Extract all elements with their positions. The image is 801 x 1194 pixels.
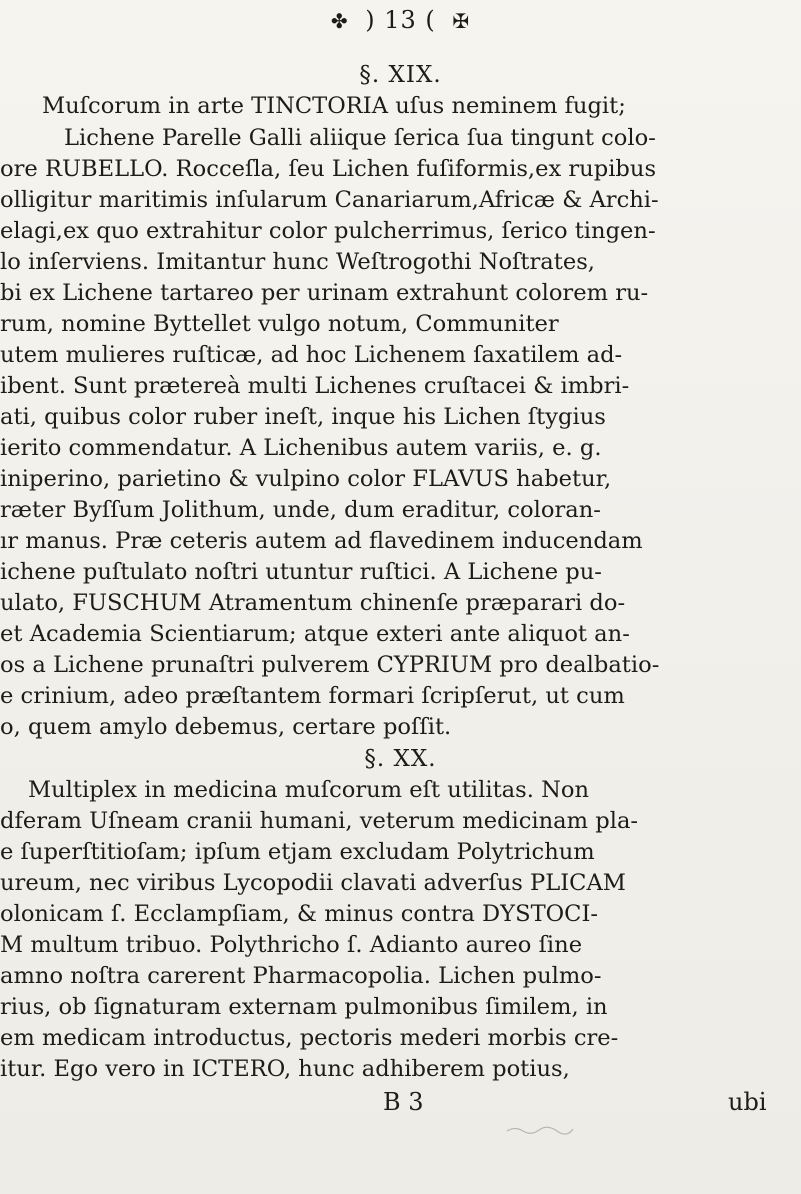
text-line: ichene puſtulato noſtri utuntur ruſtici. A Lichene pu- xyxy=(0,559,602,585)
text-line: elagi,ex quo extrahitur color pulcherrimus, ſerico tingen- xyxy=(0,218,656,244)
text-line: iniperino, parietino & vulpino color FLAVUS habetur, xyxy=(0,466,612,492)
catchword: ubi xyxy=(728,1088,767,1116)
text-line: bi ex Lichene tartareo per urinam extrahunt colorem ru- xyxy=(0,280,649,306)
text-line: Lichene Parelle Galli aliique ſerica ſua tingunt colo- xyxy=(64,125,656,151)
text-line: M multum tribuo. Polythricho ſ. Adianto aureo ſine xyxy=(0,932,583,958)
text-line: Muſcorum in arte TINCTORIA uſus neminem fugit; xyxy=(42,93,626,119)
text-line: ierito commendatur. A Lichenibus autem variis, e. g. xyxy=(0,435,602,461)
text-line: ati, quibus color ruber ineſt, inque his Lichen ſtygius xyxy=(0,404,606,430)
text-line: olonicam ſ. Ecclampſiam, & minus contra DYSTOCI- xyxy=(0,901,599,927)
signature-mark: B 3 xyxy=(383,1088,424,1116)
text-line: utem mulieres ruſticæ, ad hoc Lichenem ſaxatilem ad- xyxy=(0,342,623,368)
section-heading-19: §. XIX. xyxy=(359,62,442,88)
text-line: dferam Uſneam cranii humani, veterum medicinam pla- xyxy=(0,808,639,834)
text-line: Multiplex in medicina muſcorum eſt utilitas. Non xyxy=(28,777,590,803)
section-heading-20: §. XX. xyxy=(364,746,437,772)
text-line: ræter Byſſum Jolithum, unde, dum eraditur, coloran- xyxy=(0,497,601,523)
text-line: et Academia Scientiarum; atque exteri ante aliquot an- xyxy=(0,621,630,647)
text-line: rum, nomine Byttellet vulgo notum, Communiter xyxy=(0,311,559,337)
text-line: ore RUBELLO. Rocceſla, ſeu Lichen fuſiformis,ex rupibus xyxy=(0,156,657,182)
text-line: rius, ob ſignaturam externam pulmonibus ſimilem, in xyxy=(0,994,608,1020)
text-line: os a Lichene prunaſtri pulverem CYPRIUM pro dealbatio- xyxy=(0,652,660,678)
text-line: ibent. Sunt prætereà multi Lichenes cruſtacei & imbri- xyxy=(0,373,630,399)
text-line: ureum, nec viribus Lycopodii clavati adverſus PLICAM xyxy=(0,870,626,896)
page-header xyxy=(0,6,801,34)
text-line: olligitur maritimis inſularum Canariarum,Africæ & Archi- xyxy=(0,187,659,213)
text-line: itur. Ego vero in ICTERO, hunc adhiberem potius, xyxy=(0,1056,570,1082)
page-number: ) 13 ( xyxy=(365,6,436,34)
text-line: o, quem amylo debemus, certare poſſit. xyxy=(0,714,452,740)
text-line: lo inſerviens. Imitantur hunc Weſtrogothi Noſtrates, xyxy=(0,249,595,275)
text-line: ır manus. Præ ceteris autem ad flavedinem inducendam xyxy=(0,528,643,554)
text-line: ulato, FUSCHUM Atramentum chinenſe præparari do- xyxy=(0,590,626,616)
ornament-right-icon: ✠ xyxy=(452,9,471,33)
ink-smudge-icon xyxy=(505,1122,575,1136)
text-line: e crinium, adeo præſtantem formari ſcripſerut, ut cum xyxy=(0,683,625,709)
text-line: amno noſtra carerent Pharmacopolia. Lichen pulmo- xyxy=(0,963,602,989)
text-line: em medicam introductus, pectoris mederi morbis cre- xyxy=(0,1025,619,1051)
ornament-left-icon: ✤ xyxy=(330,9,349,33)
text-line: e ſuperſtitioſam; ipſum etjam excludam Polytrichum xyxy=(0,839,595,865)
